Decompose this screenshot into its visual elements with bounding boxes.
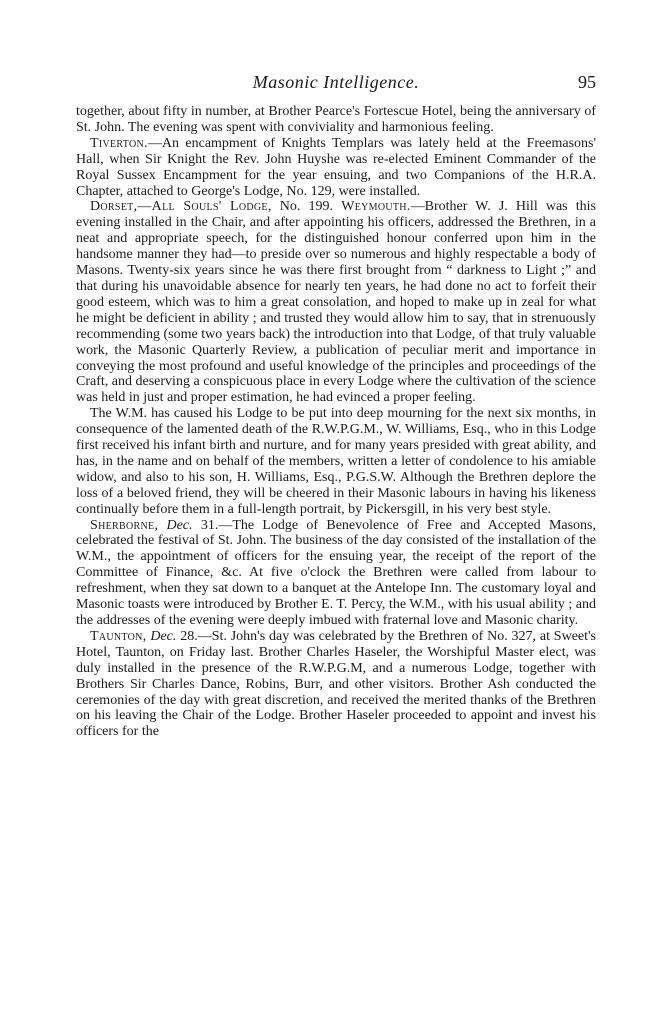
paragraph-text: 28.—St. John's day was celebrated by the Brethren of No. 327, at Sweet's Hotel, Taunton, on Friday last. Brother Charles Haseler, the Worshipful Master elect, was duly installed in the presence of the R.W.P.G.M, and a numerous Lodge, together with Brothers Sir Charles Dance, Robins, Burr, and other visitors. Brother Ash conducted the ceremonies of the day with great discretion, and received the merited thanks of the Brethren on his leaving the Chair of the Lodge. Brother Haseler proceeded to appoint and invest his officers for the [76,628,596,740]
paragraph-taunton [76,629,596,740]
paragraph-mourning [76,406,596,517]
paragraph-text: —An encampment of Knights Templars was lately held at the Freemasons' Hall, when Sir Knight the Rev. John Huyshe was re-elected Eminent Commander of the Royal Sussex Encampment for the year ensuing, and two Companions of the H.R.A. Chapter, attached to George's Lodge, No. 129, were installed. [76,135,596,199]
page-number: 95 [578,72,596,92]
date-label: Dec. [150,628,177,644]
body-text [76,104,596,740]
paragraph-text: together, about fifty in number, at Brother Pearce's Fortescue Hotel, being the anniversary of St. John. The evening was spent with conviviality and harmonious feeling. [76,104,596,135]
paragraph-continuation [76,104,596,136]
paragraph-text: —Brother W. J. Hill was this evening installed in the Chair, and after appointing his officers, addressed the Brethren, in a neat and appropriate speech, for the distinguished honour conferred upon him in the handsome manner they had—to preside over so numerous and highly respectable a body of Masons. Twenty-six years since he was there first brought from “ darkness to Light ;” and that during his unavoidable absence for nearly ten years, he had done no act to forfeit their good esteem, which was to him a great consolation, and hoped to make up in zeal for what he might be deficient in ability ; and trusted they would allow him to say, that in strenuously recommending (some two years back) the introduction into that Lodge, of that truly valuable work, the Masonic Quarterly Review, a publication of peculiar merit and importance in conveying the most profound and useful knowledge of the principles and proceedings of the Craft, and deserving a conspicuous place in every Lodge where the cultivation of the science was held in just and proper estimation, he had evinced a proper feeling. [76,199,596,406]
paragraph-dorset [76,199,596,406]
place-heading: Weymouth. [341,199,411,215]
place-heading: Tiverton. [90,135,148,151]
paragraph-text: No. 199. [271,199,342,215]
place-heading: Sherborne, [90,517,159,533]
place-heading: Dorset,—All Souls' Lodge, [90,199,272,215]
paragraph-sherborne [76,518,596,629]
place-heading: Taunton, [90,628,147,644]
paragraph-text: 31.—The Lodge of Benevolence of Free and Accepted Masons, celebrated the festival of St. John. The business of the day consisted of the installation of the W.M., the appointment of officers for the ensuing year, the receipt of the report of the Committee of Finance, &c. At five o'clock the Brethren were called from labour to refreshment, when they sat down to a banquet at the Antelope Inn. The customary loyal and Masonic toasts were introduced by Brother E. T. Percy, the W.M., with his usual ability ; and the addresses of the evening were deeply imbued with fraternal love and Masonic charity. [76,517,597,628]
book-page [76,70,596,740]
date-label: Dec. [166,517,193,533]
paragraph-tiverton [76,136,596,200]
running-head [76,70,596,96]
paragraph-text: The W.M. has caused his Lodge to be put into deep mourning for the next six months, in consequence of the lamented death of the R.W.P.G.M., W. Williams, Esq., who in this Lodge first received his infant birth and nurture, and for many years presided with great ability, and has, in the name and on behalf of the members, written a letter of condolence to his amiable widow, and also to his son, H. Williams, Esq., P.G.S.W. Although the Brethren deplore the loss of a beloved friend, they will be cheered in their Masonic labours in having his likeness continually before them in a full-length portrait, by Pickersgill, in his very best style. [76,406,596,517]
running-title: Masonic Intelligence. [252,72,420,92]
